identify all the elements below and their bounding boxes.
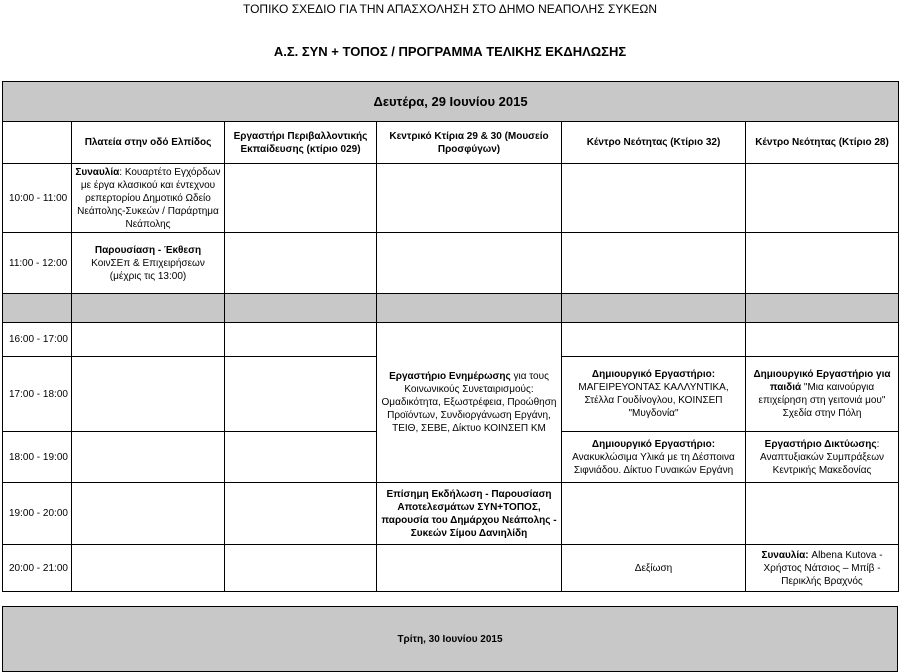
day2-table: [2, 606, 898, 672]
event-title: Εργαστήριο Ενημέρωσης: [389, 371, 511, 382]
venue-header: Εργαστήρι Περιβαλλοντικής Εκπαίδευσης (κτίριο 029): [225, 122, 377, 164]
empty-cell: [377, 164, 562, 233]
event-cell: [562, 432, 746, 483]
day-label: Δευτέρα, 29 Ιουνίου 2015: [3, 82, 899, 122]
event-title: Δημιουργικό Εργαστήριο για παιδιά: [753, 369, 891, 393]
event-title: Συναυλία:: [761, 549, 809, 561]
event-text: για τους Κοινωνικούς Συνεταιρισμούς: Ομαδικότητα, Εξωστρέφεια, Προώθηση Προϊόντων, Συνδιοργάνωση Εργάνη, ΤΕΙΘ, ΣΕΒΕ, Δίκτυο ΚΟΙΝΣΕΠ ΚΜ: [381, 371, 557, 434]
event-cell: Δεξίωση: [562, 545, 746, 592]
schedule-row: [3, 323, 899, 357]
time-slot: 16:00 - 17:00: [3, 323, 72, 357]
schedule-row: [3, 233, 899, 294]
event-cell: [72, 164, 225, 233]
schedule-row: [3, 164, 899, 233]
empty-cell: [562, 483, 746, 545]
empty-cell: [746, 483, 899, 545]
venue-header: Κεντρικό Κτίρια 29 & 30 (Μουσείο Προσφύγων): [377, 122, 562, 164]
event-text: ΚοινΣΕπ & Επιχειρήσεων (μέχρις τις 13:00): [91, 257, 205, 282]
empty-cell: [72, 545, 225, 592]
event-cell: [746, 357, 899, 432]
empty-cell: [562, 323, 746, 357]
schedule-row: [3, 545, 899, 592]
time-slot: 19:00 - 20:00: [3, 483, 72, 545]
venue-header: Πλατεία στην οδό Ελπίδος: [72, 122, 225, 164]
schedule-table: [2, 81, 899, 592]
schedule-row: [3, 483, 899, 545]
event-text: Ανακυκλώσιμα Υλικά με τη Δέσποινα Σιφνιάδου. Δίκτυο Γυναικών Εργάνη: [572, 451, 735, 476]
event-text: "Μια καινούργια επιχείρηση στη γειτονιά μου" Σχεδία στην Πόλη: [758, 382, 886, 419]
day-label: Τρίτη, 30 Ιουνίου 2015: [3, 607, 898, 672]
document-subtitle: Α.Σ. ΣΥΝ + ΤΟΠΟΣ / ΠΡΟΓΡΑΜΜΑ ΤΕΛΙΚΗΣ ΕΚΔΗΛΩΣΗΣ: [273, 44, 627, 59]
empty-cell: [562, 164, 746, 233]
event-title: Εργαστήριο Δικτύωσης: [764, 438, 877, 450]
empty-cell: [377, 233, 562, 294]
time-slot: 10:00 - 11:00: [3, 164, 72, 233]
event-cell: [746, 432, 899, 483]
event-cell: Επίσημη Εκδήλωση - Παρουσίαση Αποτελεσμάτων ΣΥΝ+ΤΟΠΟΣ, παρουσία του Δημάρχου Νεάπολης - Συκεών Σίμου Δανιηλίδη: [377, 483, 562, 545]
empty-cell: [225, 233, 377, 294]
event-text: : Αναπτυξιακών Συμπράξεων Κεντρικής Μακεδονίας: [759, 438, 885, 476]
break-row: [3, 294, 899, 323]
event-cell: [377, 323, 562, 483]
empty-cell: [225, 432, 377, 483]
empty-cell: [72, 483, 225, 545]
time-slot: 17:00 - 18:00: [3, 357, 72, 432]
empty-cell: [72, 323, 225, 357]
event-title: Δημιουργικό Εργαστήριο:: [591, 369, 716, 380]
empty-cell: [225, 323, 377, 357]
event-title: Δημιουργικό Εργαστήριο:: [591, 438, 716, 450]
event-title: Συναυλία: [75, 166, 120, 178]
event-cell: [746, 545, 899, 592]
time-slot: 11:00 - 12:00: [3, 233, 72, 294]
venue-header-row: [3, 122, 899, 164]
empty-cell: [225, 483, 377, 545]
event-text: ΜΑΓΕΙΡΕΥΟΝΤΑΣ ΚΑΛΛΥΝΤΙΚΑ, Στέλλα Γουδίνογλου, ΚΟΙΝΣΕΠ "Μυγδονία": [578, 382, 729, 419]
venue-header: Κέντρο Νεότητας (Κτίριο 28): [746, 122, 899, 164]
empty-cell: [225, 545, 377, 592]
day-header-row: [3, 82, 899, 122]
empty-cell: [225, 164, 377, 233]
event-cell: [72, 233, 225, 294]
empty-cell: [72, 357, 225, 432]
empty-cell: [225, 357, 377, 432]
venue-header: Κέντρο Νεότητας (Κτίριο 32): [562, 122, 746, 164]
event-cell: [562, 357, 746, 432]
empty-cell: [746, 233, 899, 294]
empty-cell: [72, 432, 225, 483]
event-title: Παρουσίαση - Έκθεση: [94, 244, 202, 256]
event-text: : Κουαρτέτο Εγχόρδων με έργα κλασικού και έντεχνου ρεπερτορίου Δημοτικό Ωδείο Νεάπολης-Συκεών / Παράρτημα Νεάπολης: [77, 166, 221, 230]
time-slot: 20:00 - 21:00: [3, 545, 72, 592]
empty-cell: [562, 233, 746, 294]
document-title: ΤΟΠΙΚΟ ΣΧΕΔΙΟ ΓΙΑ ΤΗΝ ΑΠΑΣΧΟΛΗΣΗ ΣΤΟ ΔΗΜΟ ΝΕΑΠΟΛΗΣ ΣΥΚΕΩΝ: [242, 2, 658, 16]
event-text: Albena Kutova - Χρήστος Νάτσιος – Μπίβ - Περικλής Βραχνός: [763, 549, 883, 587]
empty-cell: [746, 323, 899, 357]
empty-cell: [377, 545, 562, 592]
corner-cell: [3, 122, 72, 164]
time-slot: 18:00 - 19:00: [3, 432, 72, 483]
empty-cell: [746, 164, 899, 233]
